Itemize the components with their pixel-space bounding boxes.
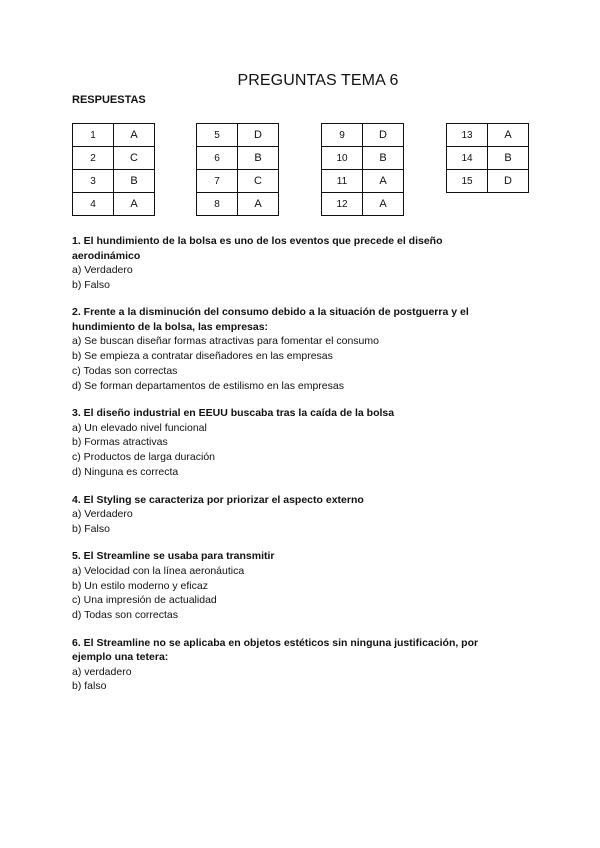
question-number-cell: 14 [447, 147, 488, 170]
answer-option: d) Se forman departamentos de estilismo en las empresas [72, 379, 344, 392]
answer-letter-cell: B [238, 147, 279, 170]
question-number-cell: 12 [322, 193, 363, 216]
option-list [72, 421, 512, 480]
answer-letter-cell: A [238, 193, 279, 216]
answer-letter-cell: A [363, 170, 404, 193]
answer-option: c) Productos de larga duración [72, 451, 215, 464]
answer-option: a) Verdadero [72, 264, 133, 276]
page-title: PREGUNTAS TEMA 6 [237, 72, 399, 89]
answer-table-4 [446, 123, 529, 193]
question-number-cell: 6 [197, 147, 238, 170]
question-block [72, 305, 512, 393]
answer-option: b) Falso [72, 278, 110, 291]
question-text: 3. El diseño industrial en EEUU buscaba tras la caída de la bolsa [72, 407, 395, 420]
question-number-cell: 3 [73, 170, 114, 193]
question-list [72, 234, 512, 707]
answer-letter-cell: D [488, 170, 529, 193]
answer-option: a) verdadero [72, 665, 132, 678]
answer-letter-cell: A [488, 124, 529, 147]
answer-option: a) Se buscan diseñar formas atractivas para fomentar el consumo [72, 335, 379, 348]
answer-letter-cell: B [488, 147, 529, 170]
answer-row [197, 124, 279, 147]
question-text: 5. El Streamline se usaba para transmitir [72, 550, 275, 563]
answer-row [447, 170, 529, 193]
question-number-cell: 1 [73, 124, 114, 147]
answer-option: a) Verdadero [72, 508, 133, 521]
question-number-cell: 5 [197, 124, 238, 147]
answer-letter-cell: A [363, 193, 404, 216]
answer-row [447, 124, 529, 147]
question-block [72, 406, 512, 479]
answer-option: c) Todas son correctas [72, 364, 178, 377]
answer-row [73, 147, 155, 170]
answer-table-2 [196, 123, 279, 216]
question-number-cell: 7 [197, 170, 238, 193]
question-number-cell: 9 [322, 124, 363, 147]
answer-row [197, 170, 279, 193]
answer-row [322, 147, 404, 170]
answer-row [73, 170, 155, 193]
answer-option: b) Formas atractivas [72, 436, 168, 449]
answer-letter-cell: D [363, 124, 404, 147]
question-number-cell: 10 [322, 147, 363, 170]
answer-option: a) Velocidad con la línea aeronáutica [72, 564, 245, 577]
option-list [72, 263, 512, 292]
answer-table-3 [321, 123, 404, 216]
answer-letter-cell: C [114, 147, 155, 170]
answer-row [447, 147, 529, 170]
answer-letter-cell: D [238, 124, 279, 147]
answer-option: d) Todas son correctas [72, 609, 179, 622]
question-number-cell: 11 [322, 170, 363, 193]
question-text: 6. El Streamline no se aplicaba en objetos estéticos sin ninguna justificación, por ejemplo una tetera: [72, 636, 479, 664]
option-list [72, 665, 512, 694]
answer-option: a) Un elevado nivel funcional [72, 421, 207, 434]
answer-letter-cell: A [114, 124, 155, 147]
question-number-cell: 4 [73, 193, 114, 216]
question-number-cell: 13 [447, 124, 488, 147]
question-text: 2. Frente a la disminución del consumo debido a la situación de postguerra y el hundimiento de la bolsa, las empresas: [72, 306, 469, 333]
question-number-cell: 15 [447, 170, 488, 193]
answer-option: b) Un estilo moderno y eficaz [72, 579, 208, 592]
answer-table-1 [72, 123, 155, 216]
question-number-cell: 2 [73, 147, 114, 170]
answer-row [197, 147, 279, 170]
option-list [72, 507, 512, 536]
question-text: 1. El hundimiento de la bolsa es uno de los eventos que precede el diseño aerodinámico [72, 235, 443, 262]
answer-row [73, 124, 155, 147]
answer-option: c) Una impresión de actualidad [72, 594, 217, 607]
question-block [72, 549, 512, 622]
question-block [72, 636, 512, 694]
answer-row [197, 193, 279, 216]
answer-option: b) Falso [72, 522, 110, 535]
question-block [72, 234, 512, 292]
answer-row [73, 193, 155, 216]
answer-letter-cell: B [114, 170, 155, 193]
answer-row [322, 193, 404, 216]
answer-letter-cell: A [114, 193, 155, 216]
question-number-cell: 8 [197, 193, 238, 216]
question-text: 4. El Styling se caracteriza por priorizar el aspecto externo [72, 493, 364, 506]
option-list [72, 334, 512, 393]
option-list [72, 564, 512, 623]
answers-heading: RESPUESTAS [72, 94, 146, 106]
answer-row [322, 170, 404, 193]
answer-letter-cell: B [363, 147, 404, 170]
answer-option: d) Ninguna es correcta [72, 465, 179, 478]
answer-letter-cell: C [238, 170, 279, 193]
answer-option: b) Se empieza a contratar diseñadores en las empresas [72, 350, 333, 363]
question-block [72, 493, 512, 537]
answer-row [322, 124, 404, 147]
answer-option: b) falso [72, 680, 107, 693]
